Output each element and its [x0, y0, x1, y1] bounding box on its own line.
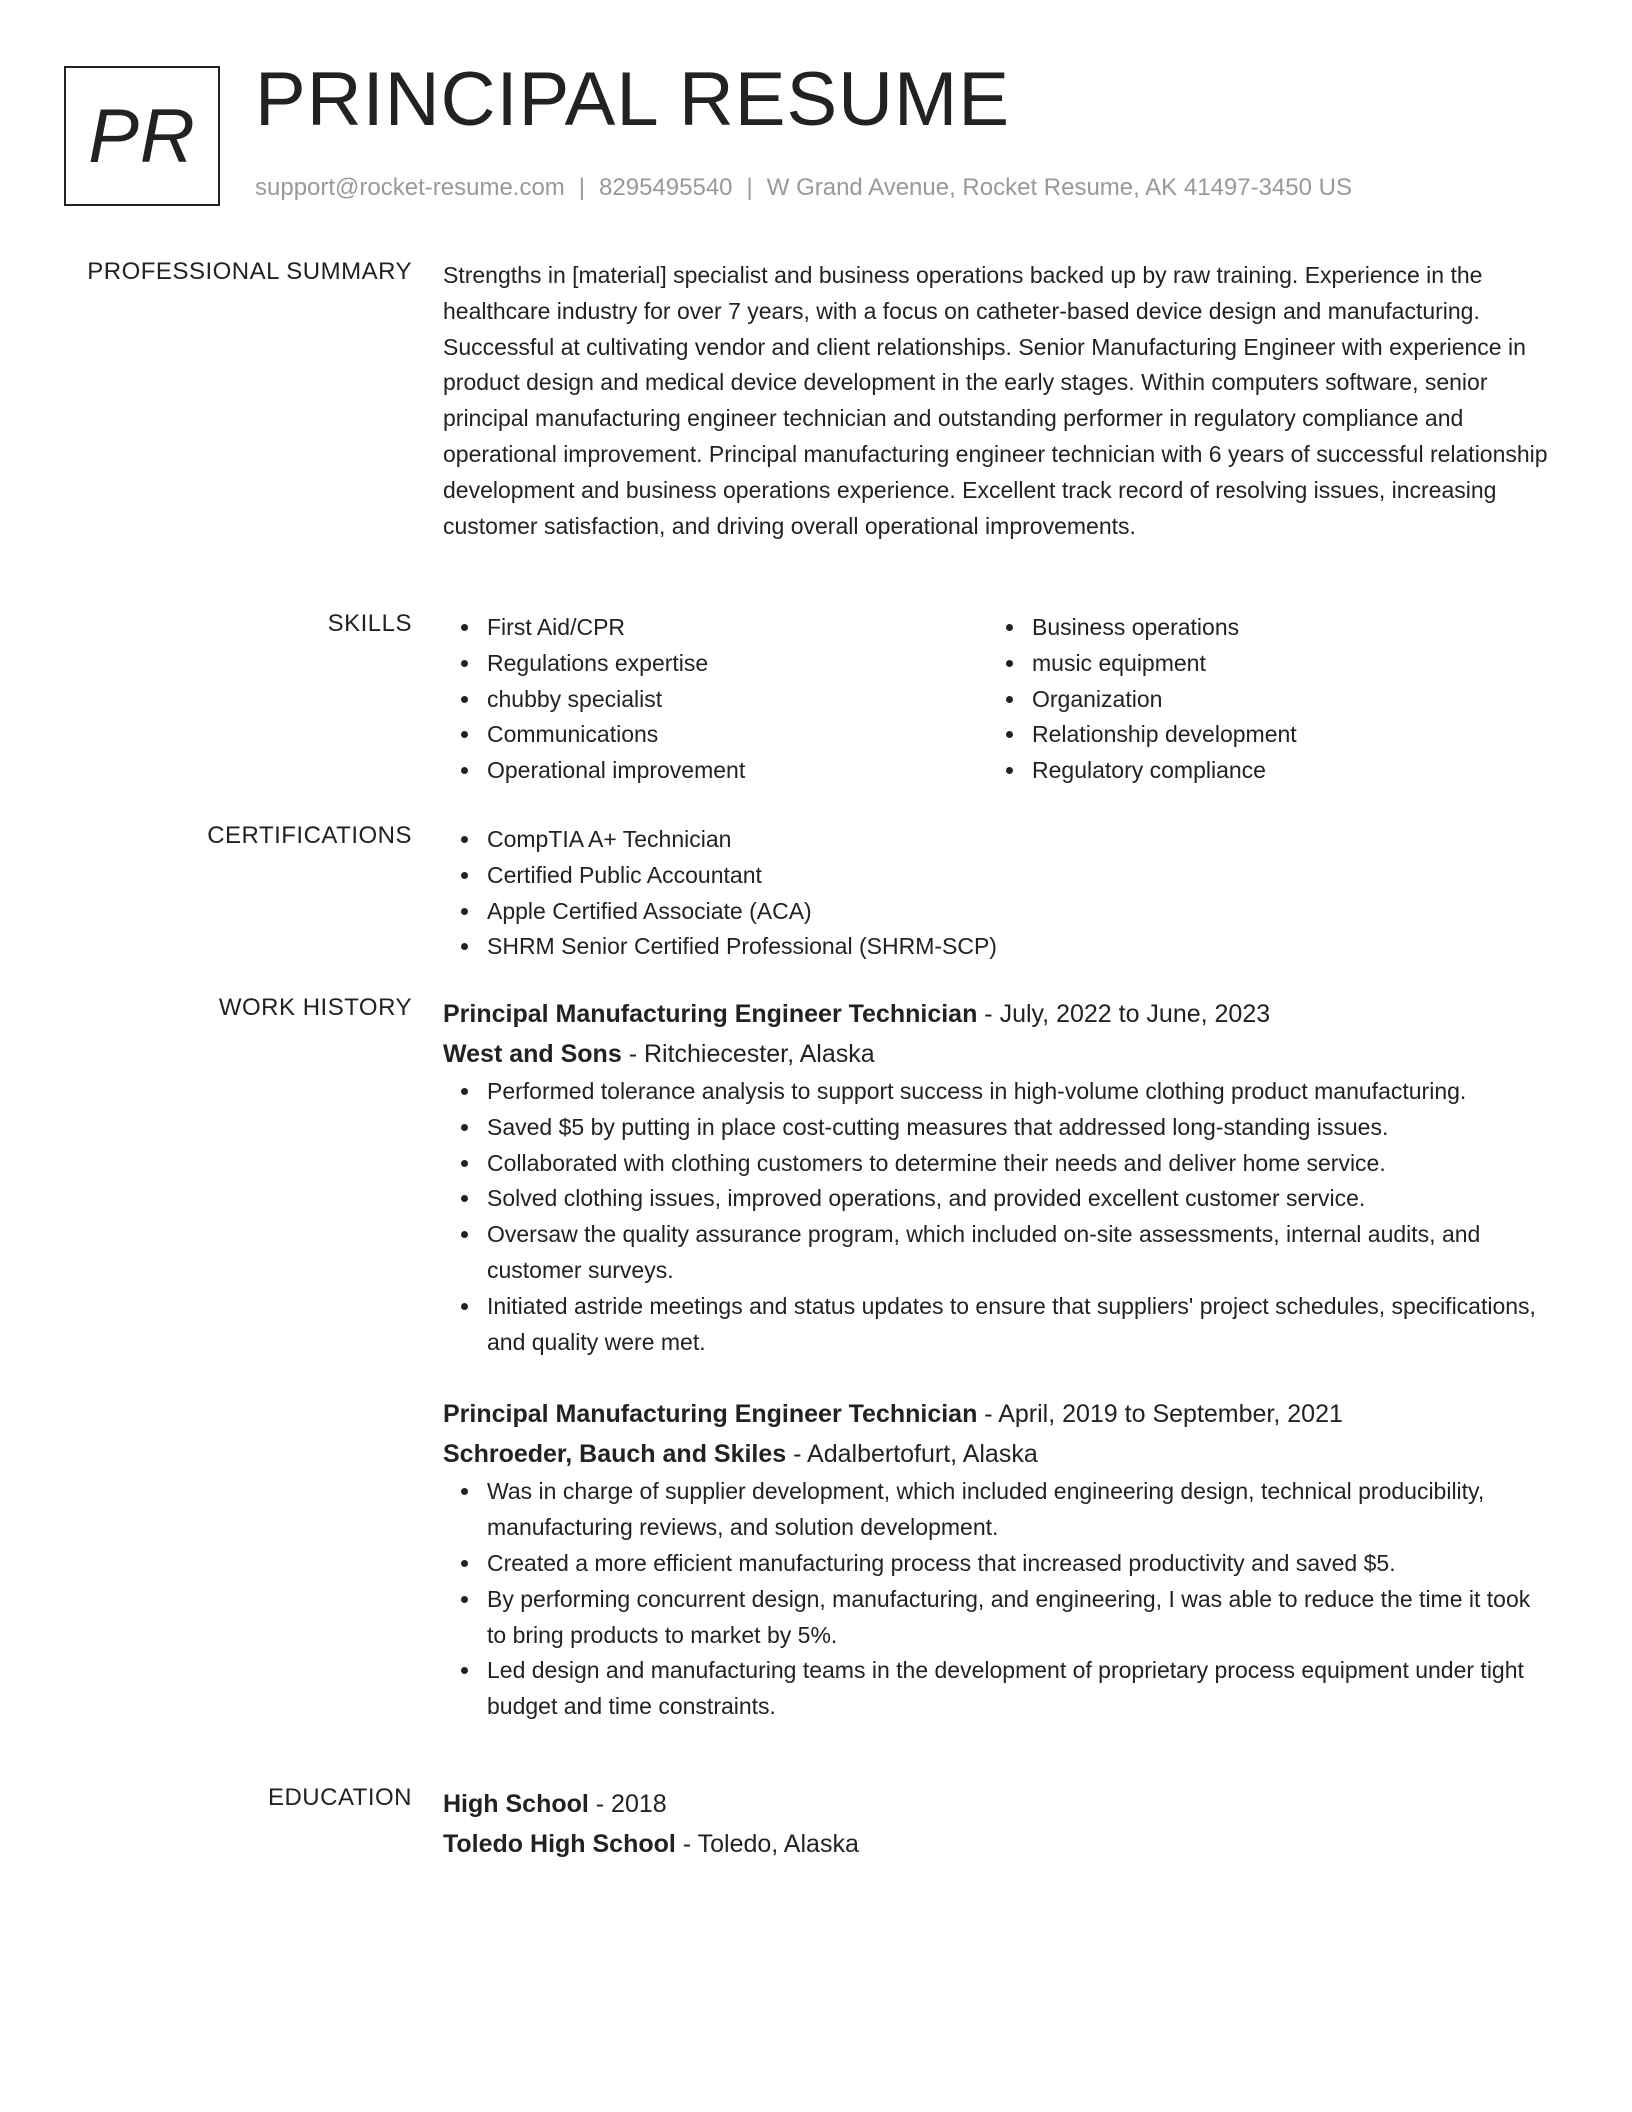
certifications-list — [443, 822, 1553, 965]
contact-address: W Grand Avenue, Rocket Resume, AK 41497-3450 US — [766, 174, 1352, 201]
skill-item: Communications — [443, 717, 988, 753]
education-degree-line — [443, 1784, 1553, 1824]
bullet-dot — [461, 731, 468, 738]
skills-grid — [443, 610, 1553, 789]
resume-name: PRINCIPAL RESUME — [255, 57, 1011, 142]
certifications-body — [443, 822, 1553, 965]
bullet-dot — [461, 1596, 468, 1603]
job-bullet: Collaborated with clothing customers to determine their needs and deliver home service. — [443, 1146, 1553, 1182]
job-location: - Ritchiecester, Alaska — [621, 1040, 875, 1068]
bullet-dot — [461, 660, 468, 667]
certification-item: SHRM Senior Certified Professional (SHRM-SCP) — [443, 929, 1553, 965]
skill-item: music equipment — [988, 646, 1533, 682]
skills-list-left — [443, 610, 988, 789]
job-company: Schroeder, Bauch and Skiles — [443, 1440, 787, 1469]
bullet-dot — [461, 1124, 468, 1131]
skill-item: Regulations expertise — [443, 646, 988, 682]
skills-body — [443, 610, 1553, 789]
job-dates: - July, 2022 to June, 2023 — [977, 1000, 1271, 1028]
skill-item: Organization — [988, 682, 1533, 718]
job-dates: - April, 2019 to September, 2021 — [977, 1400, 1343, 1429]
work-history-label: WORK HISTORY — [218, 994, 412, 1021]
contact-line — [255, 174, 1352, 202]
job-bullet: Created a more efficient manufacturing process that increased productivity and saved $5. — [443, 1546, 1553, 1582]
certification-item: Apple Certified Associate (ACA) — [443, 894, 1553, 930]
contact-email: support@rocket-resume.com — [255, 174, 565, 201]
bullet-dot — [1006, 696, 1013, 703]
job-bullet: Initiated astride meetings and status updates to ensure that suppliers' project schedules, specifications, and quality were met. — [443, 1289, 1553, 1361]
bullet-dot — [461, 696, 468, 703]
skill-item: Relationship development — [988, 717, 1533, 753]
job-bullet: Was in charge of supplier development, which included engineering design, technical producibility, manufacturing reviews, and solution development. — [443, 1474, 1553, 1546]
monogram-box — [64, 66, 220, 206]
job-title-line — [443, 994, 1553, 1034]
job-company-line — [443, 1434, 1553, 1474]
job-bullet-list — [443, 1474, 1553, 1725]
bullet-dot — [461, 1303, 468, 1310]
certification-item: Certified Public Accountant — [443, 858, 1553, 894]
job-bullet-list — [443, 1074, 1553, 1360]
job-entry — [443, 1394, 1553, 1725]
job-title: Principal Manufacturing Engineer Technician — [443, 1400, 978, 1429]
bullet-dot — [461, 624, 468, 631]
education-year: - 2018 — [588, 1790, 667, 1818]
bullet-dot — [461, 872, 468, 879]
job-bullet: Led design and manufacturing teams in the development of proprietary process equipment under tight budget and time constraints. — [443, 1653, 1553, 1725]
summary-label: PROFESSIONAL SUMMARY — [87, 258, 412, 285]
job-bullet: By performing concurrent design, manufacturing, and engineering, I was able to reduce the time it took to bring products to market by 5%. — [443, 1582, 1553, 1654]
job-bullet: Saved $5 by putting in place cost-cutting measures that addressed long-standing issues. — [443, 1110, 1553, 1146]
skills-list-right — [988, 610, 1533, 789]
monogram-initials: PR — [88, 93, 196, 179]
bullet-dot — [461, 1488, 468, 1495]
job-company-line — [443, 1034, 1553, 1074]
bullet-dot — [461, 1160, 468, 1167]
bullet-dot — [461, 1195, 468, 1202]
education-school: Toledo High School — [443, 1830, 676, 1858]
contact-separator: | — [746, 174, 753, 201]
job-title: Principal Manufacturing Engineer Technician — [443, 1000, 978, 1028]
bullet-dot — [461, 1667, 468, 1674]
skill-item: Business operations — [988, 610, 1533, 646]
bullet-dot — [1006, 624, 1013, 631]
summary-text: Strengths in [material] specialist and business operations backed up by raw training. Experience in the healthcare industry for over 7 years, with a focus on catheter-based device design and manufacturing. Successful at cultivating vendor and client relationships. Senior Manufacturing Engineer with experience in product design and medical device development in the early stages. Within computers software, senior principal manufacturing engineer technician and outstanding performer in regulatory compliance and operational improvement. Principal manufacturing engineer technician with 6 years of successful relationship development and business operations experience. Excellent track record of resolving issues, increasing customer satisfaction, and driving overall operational improvements. — [443, 262, 1548, 539]
skills-label: SKILLS — [327, 610, 412, 637]
bullet-dot — [461, 1560, 468, 1567]
summary-body — [443, 258, 1553, 544]
certification-item: CompTIA A+ Technician — [443, 822, 1553, 858]
skill-item: chubby specialist — [443, 682, 988, 718]
bullet-dot — [1006, 660, 1013, 667]
bullet-dot — [1006, 767, 1013, 774]
job-company: West and Sons — [443, 1040, 622, 1068]
bullet-dot — [461, 1088, 468, 1095]
education-body — [443, 1784, 1553, 1864]
job-title-line — [443, 1394, 1553, 1434]
work-history-body — [443, 994, 1553, 1725]
bullet-dot — [461, 767, 468, 774]
skill-item: First Aid/CPR — [443, 610, 988, 646]
bullet-dot — [461, 908, 468, 915]
bullet-dot — [461, 1231, 468, 1238]
education-degree: High School — [443, 1790, 589, 1818]
job-entry — [443, 994, 1553, 1360]
certifications-label: CERTIFICATIONS — [207, 822, 412, 849]
contact-separator: | — [578, 174, 586, 201]
bullet-dot — [1006, 731, 1013, 738]
job-bullet: Oversaw the quality assurance program, which included on-site assessments, internal audits, and customer surveys. — [443, 1217, 1553, 1289]
contact-phone: 8295495540 — [599, 174, 733, 201]
education-school-line — [443, 1824, 1553, 1864]
job-bullet: Performed tolerance analysis to support success in high-volume clothing product manufacturing. — [443, 1074, 1553, 1110]
education-location: - Toledo, Alaska — [675, 1830, 859, 1858]
bullet-dot — [461, 836, 468, 843]
skill-item: Regulatory compliance — [988, 753, 1533, 789]
skill-item: Operational improvement — [443, 753, 988, 789]
education-label: EDUCATION — [267, 1784, 412, 1811]
job-location: - Adalbertofurt, Alaska — [786, 1440, 1038, 1469]
bullet-dot — [461, 943, 468, 950]
job-bullet: Solved clothing issues, improved operations, and provided excellent customer service. — [443, 1181, 1553, 1217]
